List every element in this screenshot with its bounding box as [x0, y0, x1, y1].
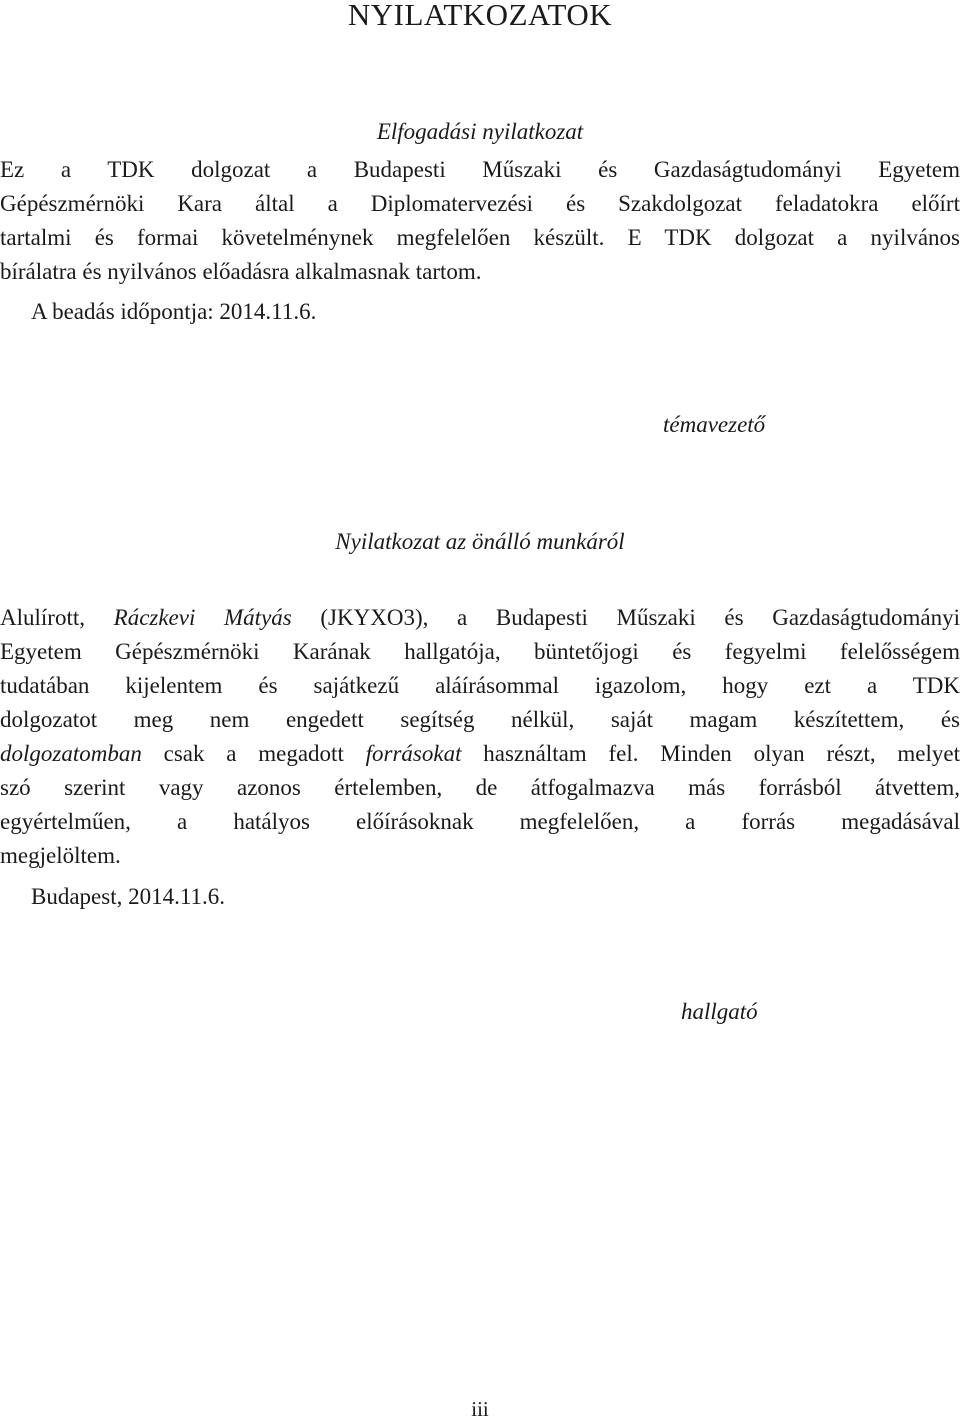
declaration-text: Alulírott, [0, 605, 114, 630]
declaration-text: csak a megadott [141, 741, 366, 766]
declaration-paragraph [0, 601, 960, 873]
acceptance-line: Gépészmérnöki Kara által a Diplomatervezési és Szakdolgozat feladatokra előírt [0, 191, 960, 216]
acceptance-paragraph [0, 153, 960, 289]
page-number: iii [471, 1397, 489, 1421]
declaration-line: megjelöltem. [0, 843, 121, 868]
declaration-line [0, 737, 960, 771]
place-and-date: Budapest, 2014.11.6. [31, 884, 225, 909]
acceptance-line: tartalmi és formai követelménynek megfelelően készült. E TDK dolgozat a nyilvános [0, 225, 960, 250]
declaration-text: (JKYXO3), a Budapesti Műszaki és Gazdaságtudományi [291, 605, 960, 630]
page-title: NYILATKOZATOK [347, 0, 613, 32]
submission-date: A beadás időpontja: 2014.11.6. [31, 299, 317, 324]
declaration-line: dolgozatot meg nem engedett segítség nélkül, saját magam készítettem, és [0, 707, 960, 732]
declaration-line: szó szerint vagy azonos értelemben, de átfogalmazva más forrásból átvettem, [0, 775, 960, 800]
student-signature-label: hallgató [681, 999, 758, 1024]
student-name: Ráczkevi Mátyás [113, 605, 292, 630]
declaration-line: tudatában kijelentem és sajátkezű aláírásommal igazolom, hogy ezt a TDK [0, 673, 960, 698]
declaration-heading: Nyilatkozat az önálló munkáról [335, 529, 625, 554]
declaration-line: egyértelműen, a hatályos előírásoknak megfelelően, a forrás megadásával [0, 809, 960, 834]
supervisor-signature-label: témavezető [663, 412, 766, 437]
declaration-line: Egyetem Gépészmérnöki Karának hallgatója, büntetőjogi és fegyelmi felelősségem [0, 639, 960, 664]
acceptance-heading: Elfogadási nyilatkozat [376, 119, 584, 144]
declaration-line [0, 601, 960, 635]
acceptance-line: Ez a TDK dolgozat a Budapesti Műszaki és Gazdaságtudományi Egyetem [0, 157, 960, 182]
emphasized-word: dolgozatomban [0, 741, 142, 766]
declaration-text: használtam fel. Minden olyan részt, melyet [461, 741, 960, 766]
acceptance-line: bírálatra és nyilvános előadásra alkalmasnak tartom. [0, 259, 482, 284]
emphasized-word: forrásokat [365, 741, 462, 766]
